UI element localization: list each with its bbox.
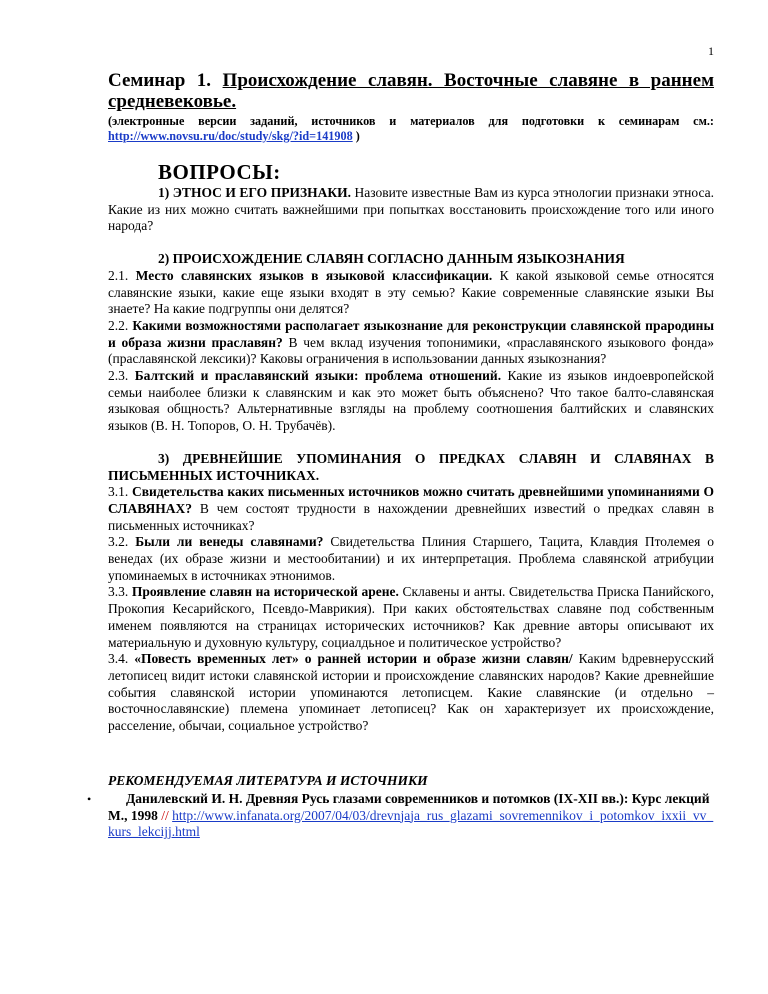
literature-separator: // xyxy=(157,807,169,823)
item-2-2 xyxy=(108,318,714,368)
item-number: 3.1. xyxy=(108,484,129,500)
item-title: Были ли венеды славянами? xyxy=(135,534,324,550)
item-title: Свидетельства каких письменных источников можно считать древнейшими упоминаниями О СЛАВЯНАХ? xyxy=(108,484,714,516)
item-text: Каким bдревнерусский летописец видит истоки славянской истории и происхождение славянских народов? Какие древнейшие события славянской истории упоминаются летописцем. Какие славянские (и отдельно – восточнославянские) племена упоминает летописец? Как он характеризует их происхождение, расселение, обычаи, социальное устройство? xyxy=(108,651,714,734)
item-3-1 xyxy=(108,484,714,534)
item-number: 3.4. xyxy=(108,651,129,667)
literature-heading: РЕКОМЕНДУЕМАЯ ЛИТЕРАТУРА И ИСТОЧНИКИ xyxy=(108,772,428,788)
materials-link[interactable]: http://www.novsu.ru/doc/study/skg/?id=141908 xyxy=(108,129,353,143)
item-title: Проявление славян на исторической арене. xyxy=(131,584,399,600)
item-3-3 xyxy=(108,584,714,651)
item-text: К какой языковой семье относятся славянские языки, какие еще языки входят в эту семью? Какие современные славянские языки Вы знаете? На какие подгруппы они делятся? xyxy=(108,267,715,317)
seminar-label: Семинар 1. xyxy=(108,70,212,91)
page-number: 1 xyxy=(708,44,714,58)
literature-item xyxy=(87,790,714,841)
item-2-1 xyxy=(108,268,714,318)
item-text: Свидетельства Плиния Старшего, Тацита, Клавдия Птолемея о венедах (их образе жизни и местообитании) и их интерпретация. Проблема славянской атрибуции упоминаемых в источниках этнонимов. xyxy=(108,534,715,583)
item-number: 2.2. xyxy=(108,317,129,333)
question-1 xyxy=(108,185,714,235)
item-text: Какие из языков индоевропейской семьи наиболее близки к славянским и как это может быть объяснено? Что такое балто-славянская языковая общность? Альтернативные взгляды на проблему соотношения балтийских и славянских языков (В. Н. Топоров, О. Н. Трубачёв). xyxy=(108,368,715,434)
item-title: Балтский и праславянский языки: проблема отношений. xyxy=(134,368,502,384)
seminar-title: Происхождение славян. Восточные славяне в раннем средневековье. xyxy=(108,70,715,112)
item-number: 3.2. xyxy=(108,534,129,550)
item-text: Склавены и анты. Свидетельства Приска Панийского, Прокопия Кесарийского, Псевдо-Маврикия). При каких обстоятельствах славяне под собственным именем появляются на страницах исторических источников? Как древние авторы описывают их материальную и духовную культуру, социалдьное и политическое устройство? xyxy=(108,584,714,650)
item-text: В чем состоят трудности в нахождении древнейших известий о предках славян в письменных источниках? xyxy=(108,500,715,533)
item-number: 2.1. xyxy=(108,267,129,283)
question-1-text: Назовите известные Вам из курса этнологии признаки этноса. Какие из них можно считать важнейшими при попытках восстановить происхождение того или иного народа? xyxy=(108,185,715,234)
literature-link[interactable]: http://www.infanata.org/2007/04/03/drevnjaja_rus_glazami_sovremennikov_i_potomkov_ixxii_vv_kurs_lekcijj.html xyxy=(108,807,714,840)
question-1-title: 1) ЭТНОС И ЕГО ПРИЗНАКИ. xyxy=(158,185,351,200)
materials-note xyxy=(108,114,714,144)
bullet-icon: • xyxy=(87,791,92,806)
literature-entry: Данилевский И. Н. Древняя Русь глазами современников и потомков (IX-XII вв.): Курс лекций М., 1998 xyxy=(108,790,710,823)
item-title: Место славянских языков в языковой классификации. xyxy=(135,267,493,283)
section-3-heading: 3) ДРЕВНЕЙШИЕ УПОМИНАНИЯ О ПРЕДКАХ СЛАВЯН И СЛАВЯНАХ В ПИСЬМЕННЫХ ИСТОЧНИКАХ. xyxy=(108,450,714,483)
item-title: Какими возможностями располагает языкознание для реконструкции славянской прародины и образа жизни праславян? xyxy=(108,317,714,350)
page-title xyxy=(108,70,714,112)
section-2-heading: 2) ПРОИСХОЖДЕНИЕ СЛАВЯН СОГЛАСНО ДАННЫМ ЯЗЫКОЗНАНИЯ xyxy=(158,251,625,267)
item-3-4 xyxy=(108,651,714,735)
document-body xyxy=(87,0,715,841)
item-number: 2.3. xyxy=(108,368,129,384)
note-text: (электронные версии заданий, источников и материалов для подготовки к семинарам см.: xyxy=(108,114,714,128)
questions-heading: ВОПРОСЫ: xyxy=(158,160,281,184)
item-2-3 xyxy=(108,368,714,435)
item-text: В чем вклад изучения топонимики, «праславянского языкового фонда» (праславянской лексики)? Каковы ограничения в использовании данных языкознания? xyxy=(108,334,714,367)
item-number: 3.3. xyxy=(108,584,129,600)
item-3-2 xyxy=(108,534,714,584)
item-title: «Повесть временных лет» о ранней истории и образе жизни славян/ xyxy=(134,651,573,667)
note-end: ) xyxy=(355,129,360,143)
